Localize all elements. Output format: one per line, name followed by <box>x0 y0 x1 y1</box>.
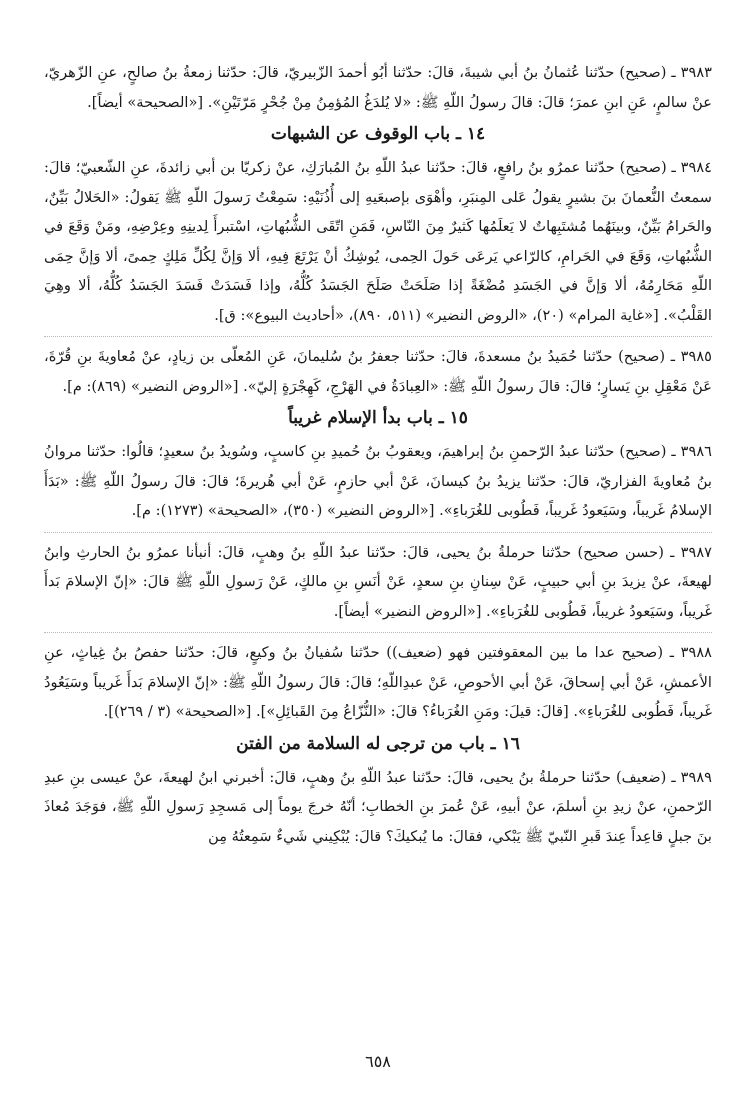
hadith-3989: ٣٩٨٩ ـ (ضعيف) حدّثنا حرملةُ بنُ يحيى، قالَ: حدّثنا عبدُ اللّهِ بنُ وهبٍ، قالَ: أخبرني ابنُ لهيعةَ، عنْ عيسى بنِ عبدِ الرّحمنِ، عنْ زيدِ بنِ أسلمَ، عنْ أبيهِ، عَنْ عُمرَ بنِ الخطابِ؛ أنّهُ خرجَ يوماً إلى مَسجِدِ رَسولِ اللّهِ ﷺ، فوَجَدَ مُعاذَ بنَ جبلٍ قاعِداً عِندَ قَبرِ النّبيّ ﷺ يَبْكي، فقالَ: ما يُبكيكَ؟ قالَ: يُبْكِيني شَيءٌ سَمِعتُهُ مِن <box>44 768 712 845</box>
separator <box>44 632 712 634</box>
hadith-3986: ٣٩٨٦ ـ (صحيح) حدّثنا عبدُ الرّحمنِ بنُ إبراهيمَ، ويعقوبُ بنُ حُميدِ بنِ كاسبٍ، وسُويدُ بنُ سعيدٍ؛ قالُوا: حدّثنا مروانُ بنُ مُعاويةَ الفزاريّ، قالَ: حدّثنا يزيدُ بنُ كيسانَ، عَنْ أبي حازمٍ، عَنْ أبي هُريرةَ؛ قالَ: قالَ رسولُ اللّهِ ﷺ: «بَدَأَ الإسلامُ غَريباً، وسَيَعودُ غَريباً، فَطُوبى للغُرَباءِ». [«الروض النضير» (٣٥٠)، «الصحيحة» (١٢٧٣): م]. <box>44 443 712 519</box>
hadith-3983: ٣٩٨٣ ـ (صحيح) حدّثنا عُثمانُ بنُ أبي شيبةَ، قالَ: حدّثنا أبُو أحمدَ الزّبيريّ، قالَ: حدّثنا زمعةُ بنُ صالحٍ، عنِ الزّهريّ، عنْ سالمٍ، عَنِ ابنِ عمرَ؛ قالَ: قالَ رسولُ اللّهِ ﷺ: «لا يُلدَغُ المُؤمِنُ مِنْ جُحْرٍ مَرّتَيْنِ». [«الصحيحة» أيضاً]. <box>44 64 712 111</box>
hadith-3987: ٣٩٨٧ ـ (حسن صحيح) حدّثنا حرملةُ بنُ يحيى، قالَ: حدّثنا عبدُ اللّهِ بنُ وهبٍ، قالَ: أنبأنا عمرُو بنُ الحارثِ وابنُ لهيعةَ، عنْ يزيدَ بنِ أبي حبيبٍ، عَنْ سِنانِ بنِ سعدٍ، عَنْ أنَسِ بنِ مالكٍ، عَنْ رَسولِ اللّهِ ﷺ قالَ: «إنّ الإسلامَ بَدأَ غَريباً، وسَيَعودُ غريباً، فَطُوبى للغُرَباءِ». [«الروض النضير» أيضاً]. <box>44 543 712 620</box>
hadith-3984: ٣٩٨٤ ـ (صحيح) حدّثنا عمرُو بنُ رافعٍ، قالَ: حدّثنا عبدُ اللّهِ بنُ المُبارَكِ، عنْ زكريّا بن أبي زائدةَ، عنِ الشّعبيّ؛ قالَ: سمعتُ النُّعمانَ بنَ بشيرٍ يقولُ عَلى المِنبَرِ، وأهْوَى بإصبعَيهِ إلى أُذُنَيْهِ: سَمِعْتُ رَسولَ اللّهِ ﷺ يَقولُ: «الحَلالُ بَيِّنٌ، والحَرامُ بَيِّنٌ، وبينَهُما مُشتَبِهاتٌ لا يَعلَمُها كَثيرٌ مِنَ النّاسِ، فَمَنِ اتّقَى الشُّبُهاتِ، اسْتبرأَ لِدينِهِ وعِرْضِهِ، ومَنْ وَقَعَ في الشُّبُهاتِ، وَقَعَ في الحَرامِ، كالرّاعي يَرعَى حَولَ الحِمى، يُوشِكُ أنْ يَرْتَعَ فِيهِ، ألا وَإنَّ لِكُلِّ مَلِكٍ حِمىً، ألا وَإنَّ حِمَى اللّهِ مَحَارِمُهُ، ألا وَإنَّ في الجَسَدِ مُضْغَةً إذا صَلَحَتْ صَلَحَ الجَسَدُ كُلُّهُ، وإذا فَسَدَتْ فَسَدَ الجَسَدُ كُلُّهُ، ألا وهِيَ القَلْبُ». [«غاية المرام» (٢٠)، «الروض النضير» (٥١١، ٨٩٠)، «أحاديث البيوع»: ق]. <box>44 159 713 324</box>
hadith-3988: ٣٩٨٨ ـ (صحيح عدا ما بين المعقوفتين فهو (ضعيف)) حدّثنا سُفيانُ بنُ وكيعٍ، قالَ: حدّثنا حفصُ بنُ غِياثٍ، عنِ الأعمشِ، عَنْ أبي إسحاقَ، عَنْ أبي الأحوصِ، عَنْ عبدِاللّهِ؛ قالَ: قالَ رسولُ اللّهِ ﷺ: «إنّ الإسلامَ بَدأَ غَريباً وسَيَعُودُ غَريباً، فَطُوبى للغُرَباءِ». [قالَ: قيلَ: ومَنِ الغُرَباءُ؟ قالَ: «النُّزّاعُ مِنَ القَبائِلِ»]. [«الصحيحة» (٣ / ٢٦٩)]. <box>44 644 712 720</box>
chapter-heading-16: ١٦ ـ باب من ترجى له السلامة من الفتن <box>236 733 520 754</box>
hadith-3985: ٣٩٨٥ ـ (صحيح) حدّثنا حُمَيدُ بنُ مسعدةَ، قالَ: حدّثنا جعفرُ بنُ سُليمانَ، عَنِ المُعلّى بن زيادٍ، عنْ مُعاويةَ بنِ قُرّةَ، عَنْ مَعْقِلِ بنِ يَسارٍ؛ قالَ: قالَ رسولُ اللّهِ ﷺ: «العِبادَةُ في الهَرْجِ، كَهِجْرَةٍ إليّ». [«الروض النضير» (٨٦٩): م]. <box>44 348 712 395</box>
separator <box>44 336 712 338</box>
page-number: ٦٥٨ <box>365 1052 391 1071</box>
chapter-heading-14: ١٤ ـ باب الوقوف عن الشبهات <box>270 124 486 144</box>
separator <box>44 532 712 534</box>
chapter-heading-15: ١٥ ـ باب بدأ الإسلام غريباً <box>288 408 468 428</box>
